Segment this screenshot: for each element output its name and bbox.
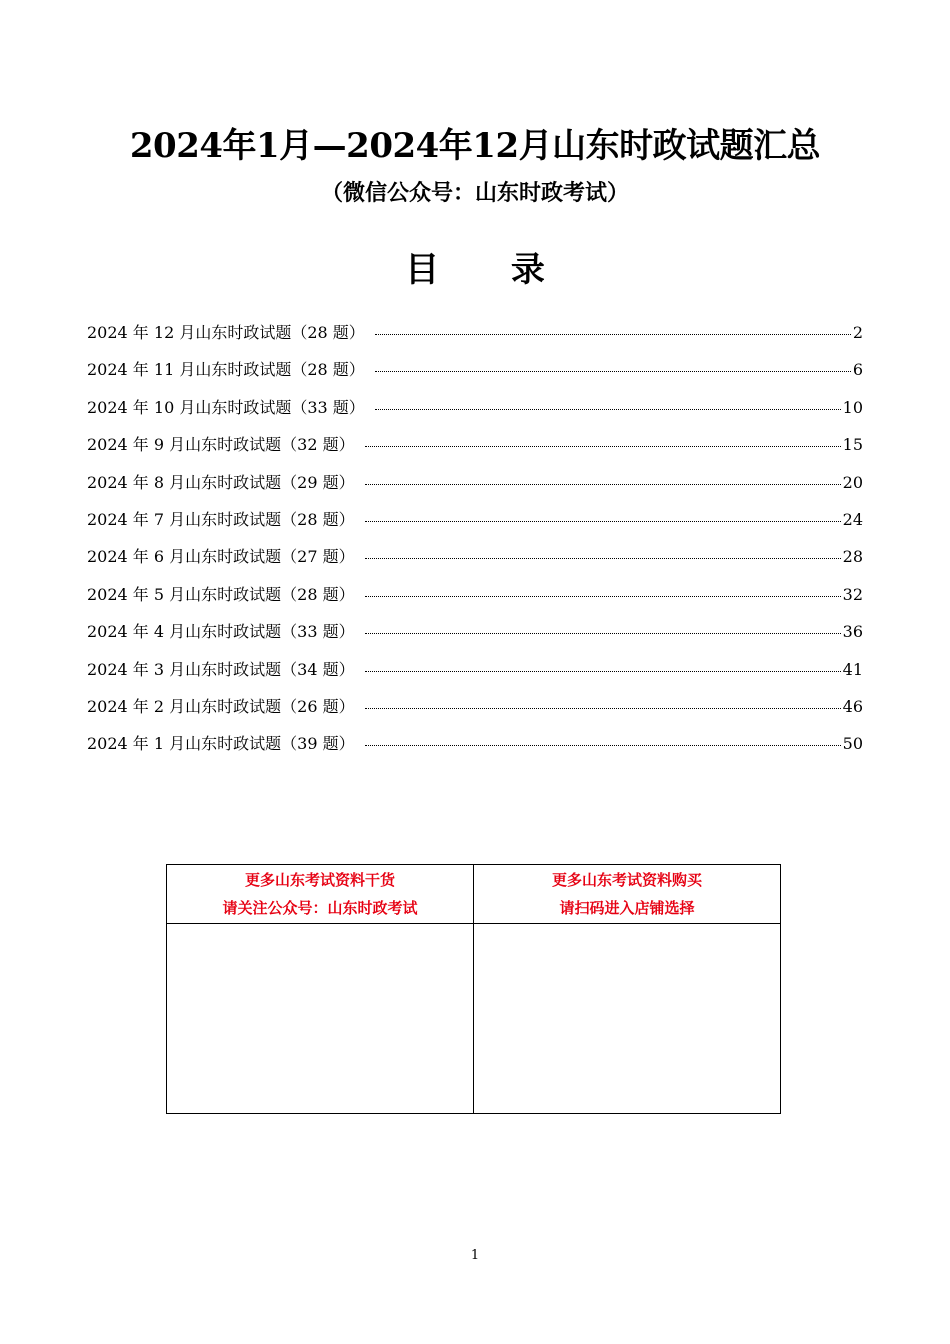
page-number: 1 — [470, 1248, 480, 1263]
table-of-contents — [87, 320, 863, 769]
toc-leader-dots — [375, 370, 851, 372]
toc-entry-page: 32 — [842, 584, 863, 604]
toc-entry-jul[interactable] — [87, 507, 863, 544]
toc-entry-page: 28 — [842, 547, 863, 567]
toc-leader-dots — [375, 333, 851, 335]
promo-right-line2: 请扫码进入店铺选择 — [559, 899, 695, 917]
toc-entry-label: 2024 年 8 月山东时政试题（29 题） — [87, 472, 355, 492]
toc-heading: 目 录 — [405, 250, 575, 290]
toc-entry-feb[interactable] — [87, 694, 863, 731]
toc-entry-apr[interactable] — [87, 619, 863, 656]
toc-entry-page: 10 — [842, 397, 863, 417]
toc-entry-may[interactable] — [87, 582, 863, 619]
toc-entry-page: 20 — [842, 472, 863, 492]
promo-left-line2: 请关注公众号：山东时政考试 — [222, 899, 418, 917]
toc-entry-oct[interactable] — [87, 395, 863, 432]
promo-right-line1: 更多山东考试资料购买 — [551, 871, 702, 889]
promo-left-line1: 更多山东考试资料干货 — [244, 871, 395, 889]
toc-leader-dots — [365, 483, 841, 485]
toc-entry-page: 6 — [852, 360, 863, 380]
toc-entry-label: 2024 年 1 月山东时政试题（39 题） — [87, 734, 355, 754]
toc-leader-dots — [365, 595, 841, 597]
toc-entry-label: 2024 年 5 月山东时政试题（28 题） — [87, 584, 355, 604]
document-title: 2024年1月—2024年12月山东时政试题汇总 — [129, 126, 821, 166]
toc-entry-label: 2024 年 6 月山东时政试题（27 题） — [87, 547, 355, 567]
promo-right-header — [474, 865, 781, 924]
toc-leader-dots — [365, 445, 841, 447]
toc-entry-page: 24 — [842, 509, 863, 529]
toc-entry-label: 2024 年 2 月山东时政试题（26 题） — [87, 696, 355, 716]
toc-entry-label: 2024 年 9 月山东时政试题（32 题） — [87, 435, 355, 455]
toc-entry-page: 36 — [842, 622, 863, 642]
toc-entry-mar[interactable] — [87, 657, 863, 694]
qr-code-area-left — [167, 924, 474, 1114]
toc-entry-label: 2024 年 3 月山东时政试题（34 题） — [87, 659, 355, 679]
toc-leader-dots — [365, 744, 841, 746]
toc-entry-jan[interactable] — [87, 731, 863, 768]
toc-entry-label: 2024 年 12 月山东时政试题（28 题） — [87, 323, 365, 342]
toc-entry-aug[interactable] — [87, 470, 863, 507]
toc-entry-dec[interactable] — [87, 320, 863, 357]
promo-table — [166, 864, 781, 1114]
toc-entry-label: 2024 年 7 月山东时政试题（28 题） — [87, 509, 355, 529]
toc-entry-sep[interactable] — [87, 432, 863, 469]
toc-entry-jun[interactable] — [87, 544, 863, 581]
toc-leader-dots — [365, 670, 841, 672]
toc-entry-page: 50 — [842, 734, 863, 754]
toc-leader-dots — [365, 707, 841, 709]
toc-entry-page: 46 — [842, 696, 863, 716]
toc-entry-label: 2024 年 10 月山东时政试题（33 题） — [87, 397, 365, 417]
promo-left-header — [167, 865, 474, 924]
toc-entry-page: 41 — [842, 659, 863, 679]
toc-entry-page: 15 — [842, 435, 863, 455]
toc-entry-nov[interactable] — [87, 357, 863, 394]
toc-entry-label: 2024 年 4 月山东时政试题（33 题） — [87, 622, 355, 642]
document-subtitle: （微信公众号：山东时政考试） — [320, 180, 629, 206]
toc-leader-dots — [375, 408, 841, 410]
toc-entry-page: 2 — [852, 323, 863, 342]
toc-leader-dots — [365, 632, 841, 634]
toc-leader-dots — [365, 557, 841, 559]
toc-leader-dots — [365, 520, 841, 522]
qr-code-area-right — [474, 924, 781, 1114]
toc-entry-label: 2024 年 11 月山东时政试题（28 题） — [87, 360, 365, 380]
